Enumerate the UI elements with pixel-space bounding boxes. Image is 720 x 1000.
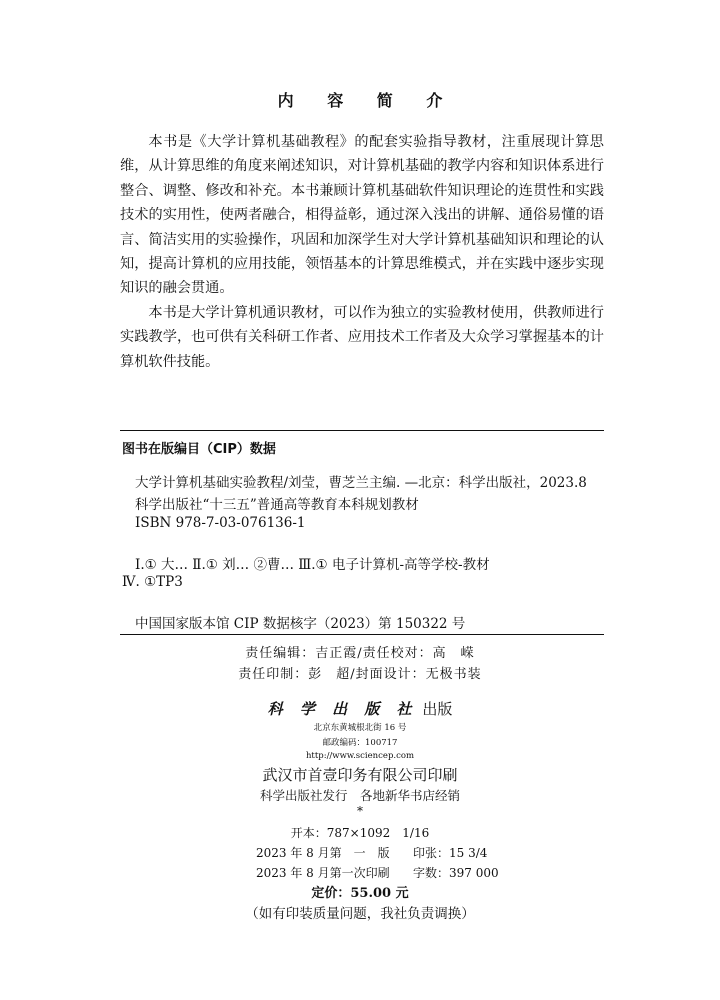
publisher-line	[0, 698, 720, 719]
cip-line: 大学计算机基础实验教程/刘莹，曹芝兰主编. —北京：科学出版社，2023.8	[135, 475, 587, 491]
cip-line: 科学出版社“十三五”普通高等教育本科规划教材	[135, 497, 419, 513]
printer: 武汉市首壹印务有限公司印刷	[262, 766, 458, 784]
publisher-suffix: 出版	[422, 700, 453, 718]
separator-star: *	[357, 804, 363, 818]
word-count: 字数：397 000	[413, 866, 499, 880]
publisher-postcode: 邮政编码：100717	[322, 738, 398, 748]
intro-paragraph: 本书是《大学计算机基础教程》的配套实验指导教材，注重展现计算思维，从计算思维的角度来阐述知识，对计算机基础的教学内容和知识体系进行整合、调整、修改和补充。本书兼顾计算机基础软件知识理论的连贯性和实践技术的实用性，使两者融合，相得益彰，通过深入浅出的讲解、通俗易懂的语言、简洁实用的实验操作，巩固和加深学生对大学计算机基础知识和理论的认知，提高计算机的应用技能，领悟基本的计算思维模式，并在实践中逐步实现知识的融会贯通。	[120, 134, 604, 297]
credits-line: 责任印制：彭 超/封面设计：无极书装	[238, 667, 482, 682]
format-spec: 开本：787×1092 1/16	[290, 826, 430, 840]
intro-section	[120, 130, 604, 374]
cip-line: 中国国家版本馆 CIP 数据核字（2023）第 150322 号	[135, 616, 466, 632]
publisher-address: 北京东黄城根北街 16 号	[313, 723, 407, 733]
cip-line: Ⅳ. ①TP3	[122, 574, 183, 590]
distribution: 科学出版社发行 各地新华书店经销	[259, 788, 460, 803]
publisher-logo: 科 学 出 版 社	[267, 700, 418, 718]
cip-line: Ⅰ.① 大… Ⅱ.① 刘… ②曹… Ⅲ.① 电子计算机-高等学校-教材	[135, 557, 490, 573]
quality-note: （如有印装质量问题，我社负责调换）	[245, 906, 475, 922]
credits-line: 责任编辑：吉正霞/责任校对：高 嵘	[245, 646, 475, 661]
sheets-count: 印张：15 3/4	[413, 846, 488, 860]
cip-block	[120, 430, 604, 635]
intro-paragraph: 本书是大学计算机通识教材，可以作为独立的实验教材使用，供教师进行实践教学，也可供有关科研工作者、应用技术工作者及大众学习掌握基本的计算机软件技能。	[120, 304, 604, 370]
publisher-url: http://www.sciencep.com	[305, 751, 415, 761]
printing-date: 2023 年 8 月第一次印刷	[256, 866, 390, 880]
cip-header: 图书在版编目（CIP）数据	[122, 442, 276, 457]
edition-date: 2023 年 8 月第 一 版	[256, 846, 390, 860]
cip-line: ISBN 978-7-03-076136-1	[135, 515, 306, 531]
price: 定价：55.00 元	[311, 886, 409, 901]
page-title: 内 容 简 介	[277, 91, 457, 110]
